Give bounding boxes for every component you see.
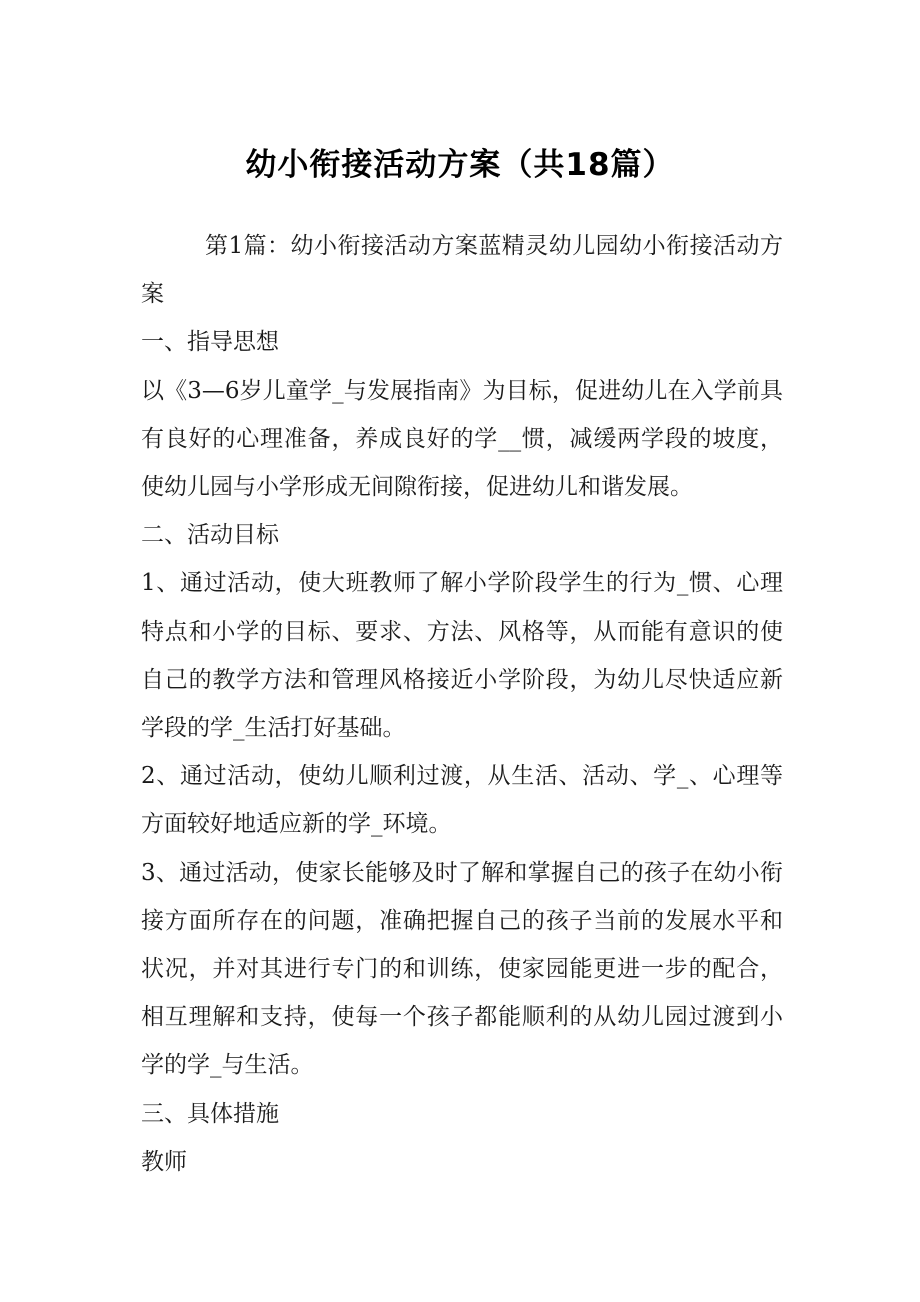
paragraph-guiding-ideology: 以《3—6岁儿童学_与发展指南》为目标，促进幼儿在入学前具有良好的心理准备，养成良好的学__惯，减缓两学段的坡度，使幼儿园与小学形成无间隙衔接，促进幼儿和谐发展。 — [141, 377, 783, 501]
document-body — [141, 222, 783, 1186]
paragraph-goal-1: 1、通过活动，使大班教师了解小学阶段学生的行为_惯、心理特点和小学的目标、要求、方法、风格等，从而能有意识的使自己的教学方法和管理风格接近小学阶段，为幼儿尽快适应新学段的学_生活打好基础。 — [141, 570, 783, 742]
paragraph-goal-3: 3、通过活动，使家长能够及时了解和掌握自己的孩子在幼小衔接方面所存在的问题，准确把握自己的孩子当前的发展水平和状况，并对其进行专门的和训练，使家园能更进一步的配合，相互理解和支持，使每一个孩子都能顺利的从幼儿园过渡到小学的学_与生活。 — [141, 859, 783, 1079]
subheading-teachers: 教师 — [141, 1148, 187, 1175]
document-title: 幼小衔接活动方案（共18篇） — [245, 147, 675, 183]
section-heading-activity-goals: 二、活动目标 — [141, 522, 279, 549]
chapter-heading: 第1篇：幼小衔接活动方案蓝精灵幼儿园幼小衔接活动方案 — [141, 233, 783, 308]
section-heading-guiding-ideology: 一、指导思想 — [141, 329, 279, 356]
section-heading-measures: 三、具体措施 — [141, 1100, 279, 1127]
paragraph-goal-2: 2、通过活动，使幼儿顺利过渡，从生活、活动、学_、心理等方面较好地适应新的学_环境。 — [141, 763, 783, 838]
